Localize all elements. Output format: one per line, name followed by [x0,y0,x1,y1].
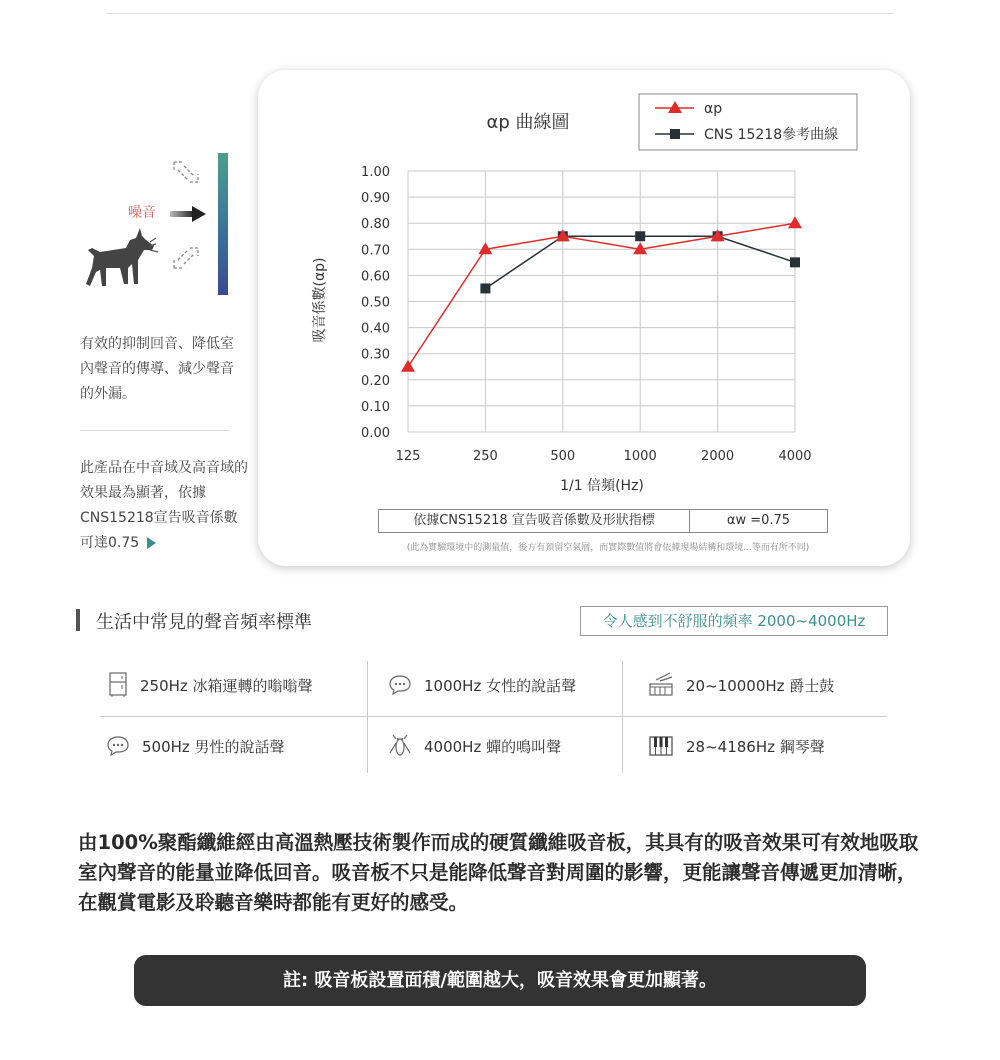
cns-point [670,129,680,139]
y-tick-label: 0.20 [361,373,390,389]
side-highlight-content: 此產品在中音域及高音域的效果最為顯著，依據CNS15218宣告吸音係數可達0.75 [80,460,248,551]
freq-item-drum [648,672,834,698]
drum-icon [648,672,674,698]
y-tick-label: 0.60 [361,269,390,285]
x-tick-label: 125 [395,449,421,464]
arrow-right-icon [170,206,206,222]
y-tick-label: 0.80 [361,217,390,233]
play-arrow-icon [147,537,156,549]
fridge-icon [108,672,128,698]
uncomfortable-frequency-tag: 令人感到不舒服的頻率 2000~4000Hz [580,606,888,636]
legend-label: αp [704,101,723,117]
freq-label: 250Hz 冰箱運轉的嗡嗡聲 [140,676,313,695]
freq-item-fridge [108,672,313,698]
side-highlight-text [80,456,250,556]
freq-item-male [106,733,285,759]
freq-item-female [388,672,576,698]
x-tick-label: 1000 [623,449,657,464]
cicada-icon [388,733,412,759]
chart-title: αp 曲線圖 [486,112,570,133]
spec-value: αw =0.75 [726,513,791,528]
cns-point [635,231,645,241]
reflected-sound-icon [170,158,206,194]
x-tick-label: 4000 [778,449,812,464]
section-title: 生活中常見的聲音頻率標準 [96,612,312,633]
freq-label: 500Hz 男性的說話聲 [142,737,285,756]
freq-item-cicada [388,733,561,759]
y-tick-label: 0.50 [361,295,390,311]
spec-table [378,509,828,533]
cns-point [790,257,800,267]
freq-label: 4000Hz 蟬的鳴叫聲 [424,737,562,756]
speech-bubble-icon [388,674,412,696]
freq-item-piano [648,733,825,759]
note-banner: 註: 吸音板設置面積/範圍越大，吸音效果會更加顯著。 [134,955,866,1006]
ap-point [788,216,802,228]
grid-divider [622,661,623,773]
side-description: 有效的抑制回音、降低室內聲音的傳導、減少聲音的外漏。 [80,336,234,402]
legend-label: CNS 15218參考曲線 [704,127,839,143]
spec-label: 依據CNS15218 宣告吸音係數及形狀指標 [379,510,690,532]
x-axis-label: 1/1 倍頻(Hz) [560,478,644,494]
x-tick-label: 500 [550,449,576,464]
y-tick-label: 0.90 [361,191,390,207]
reflected-sound-icon [170,236,206,272]
absorption-chart [258,70,910,566]
grid-divider [367,661,368,773]
dog-icon [80,228,160,298]
y-tick-label: 0.70 [361,243,390,259]
freq-label: 20~10000Hz 爵士鼓 [686,676,835,695]
speech-bubble-icon [106,735,130,757]
y-axis-label: 吸音係數(αp) [312,257,328,343]
x-tick-label: 250 [472,449,498,464]
noise-label: 噪音 [128,205,156,221]
piano-icon [648,735,674,757]
ap-point [401,360,415,372]
y-tick-label: 1.00 [361,165,390,180]
y-tick-label: 0.10 [361,399,390,415]
freq-label: 28~4186Hz 鋼琴聲 [686,737,825,756]
wall-panel-bar [218,153,228,295]
section-accent-bar [76,609,80,631]
noise-illustration [80,150,230,300]
chart-footnote: (此為實驗環境中的測量值，後方有預留空氣層，而實際數值將會依據現場結構和環境...等而有所不同) [406,543,810,553]
absorption-chart-card [258,70,910,566]
cns-point [480,283,490,293]
x-tick-label: 2000 [701,449,735,464]
top-divider [106,13,894,14]
y-tick-label: 0.40 [361,321,390,337]
product-description: 由100%聚酯纖維經由高溫熱壓技術製作而成的硬質纖維吸音板，其具有的吸音效果可有效地吸取室內聲音的能量並降低回音。吸音板不只是能降低聲音對周圍的影響，更能讓聲音傳遞更加清晰，在觀賞電影及聆聽音樂時都能有更好的感受。 [78,831,919,914]
y-tick-label: 0.30 [361,347,390,363]
ap-line [408,223,795,367]
side-divider [80,430,230,431]
y-tick-label: 0.00 [361,426,390,441]
chart-legend [639,94,857,150]
freq-label: 1000Hz 女性的說話聲 [424,676,577,695]
grid-divider [100,716,887,717]
